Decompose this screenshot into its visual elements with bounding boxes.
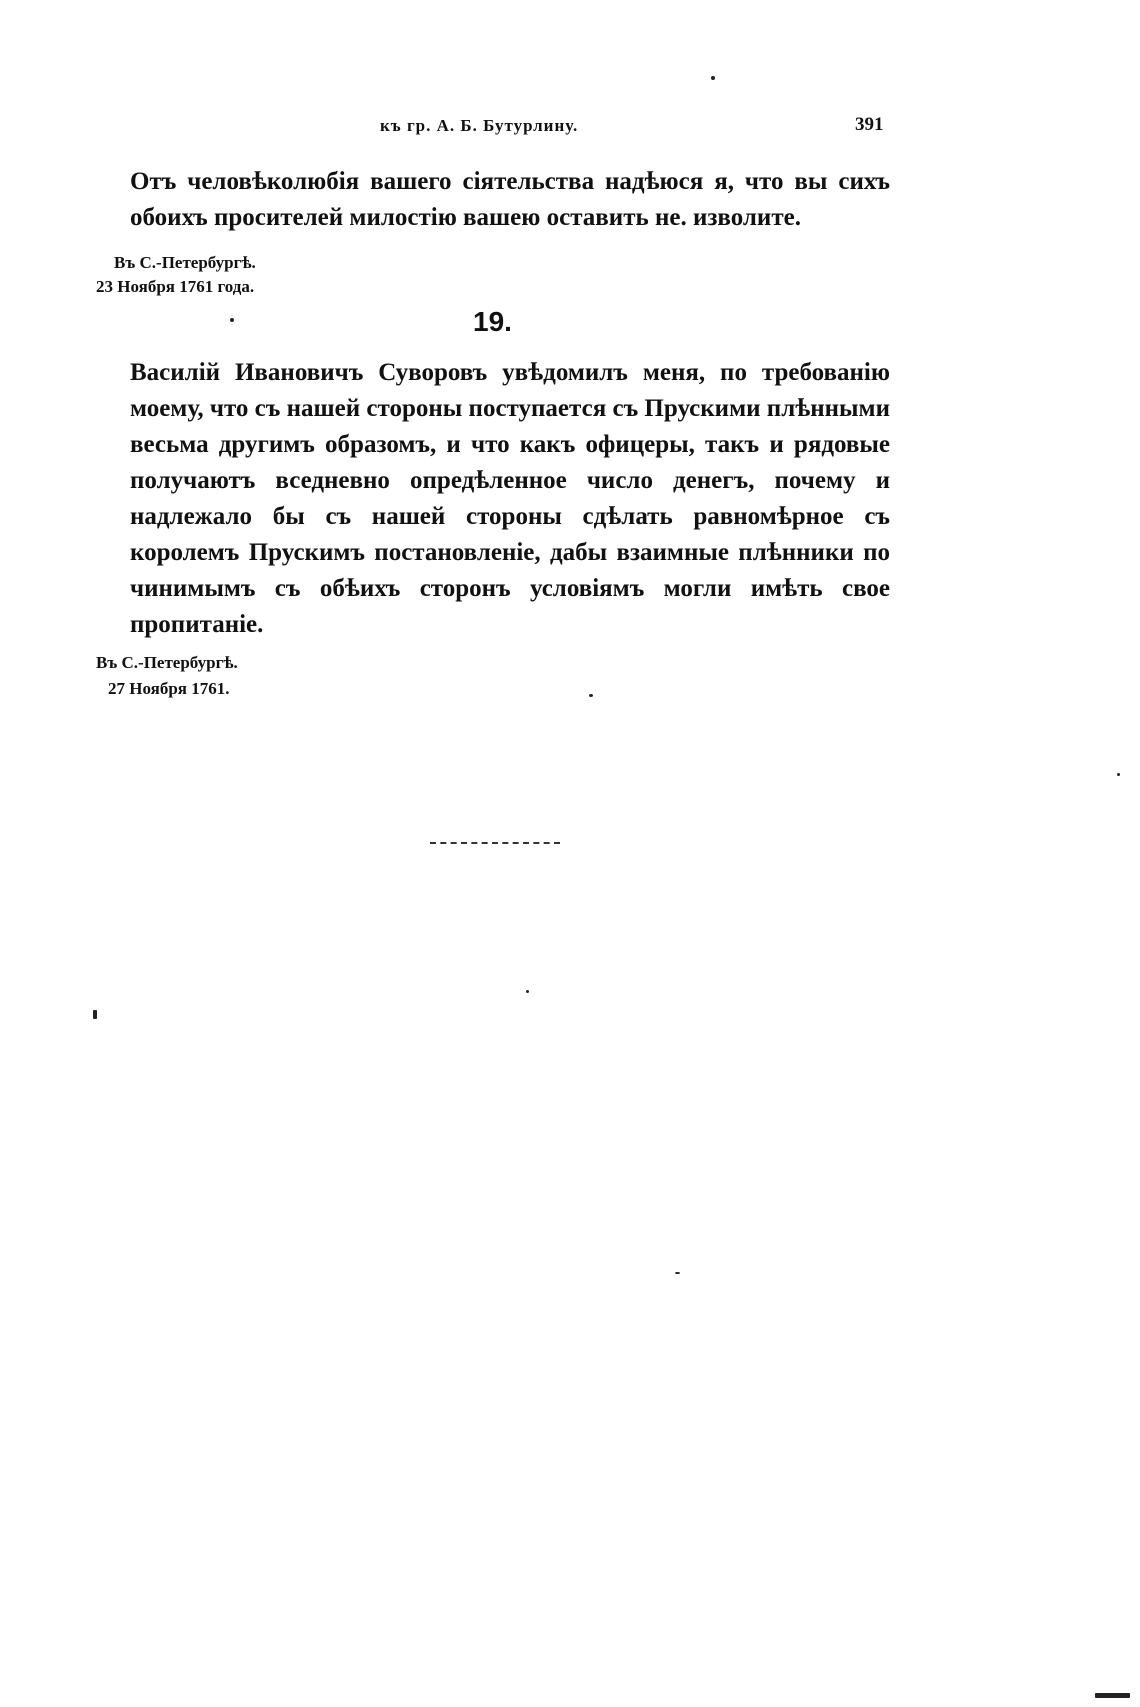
letter-18-closing-paragraph: Отъ человѣколюбія вашего сіятельства надѣюся я, что вы сихъ обоихъ просителей милостію вашею оставить не. изволите. — [130, 168, 890, 231]
page-number: 391 — [855, 114, 884, 135]
running-head: къ гр. А. Б. Бутурлину. — [380, 116, 579, 135]
letter-19-place: Въ С.-Петербургѣ. — [96, 653, 238, 672]
scan-speck — [675, 1272, 680, 1274]
end-rule — [430, 842, 560, 844]
scan-speck — [1117, 773, 1120, 776]
scan-speck — [1095, 1693, 1130, 1698]
letter-18-place: Въ С.-Петербургѣ. — [114, 253, 256, 272]
letter-18-date: 23 Ноября 1761 года. — [96, 277, 255, 296]
letter-19-date: 27 Ноября 1761. — [108, 679, 230, 698]
scan-speck — [589, 694, 593, 697]
scan-speck — [526, 990, 529, 993]
scan-speck — [711, 76, 715, 80]
scan-speck — [93, 1010, 97, 1019]
scan-speck — [230, 318, 234, 322]
letter-19-number: 19. — [473, 306, 512, 337]
letter-19-body: Василій Ивановичъ Суворовъ увѣдомилъ меня, по требованію моему, что съ нашей стороны поступается съ Прускими плѣнными весьма другимъ образомъ, и что какъ офицеры, такъ и рядовые получаютъ вседневно опредѣленное число денегъ, почему и надлежало бы съ нашей стороны сдѣлать равномѣрное съ королемъ Прускимъ постановленіе, дабы взаимные плѣнники по чинимымъ съ обѣихъ сторонъ условіямъ могли имѣть свое пропитаніе. — [130, 359, 890, 638]
